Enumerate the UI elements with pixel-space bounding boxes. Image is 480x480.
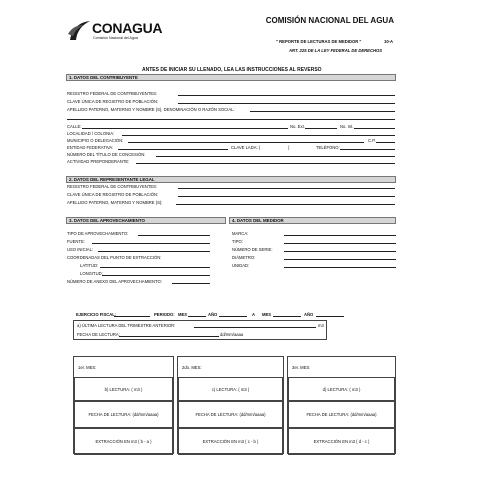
calle-label: CALLE: [67,124,82,129]
report-title: " REPORTE DE LECTURAS DE MEDIDOR " [276,39,362,44]
mes-label: MES [178,312,188,317]
page-title: COMISIÓN NACIONAL DEL AGUA [265,16,394,25]
ano-field[interactable] [219,316,247,317]
ultima-lectura-unit: m3 [318,323,324,328]
no-ext-field[interactable] [305,128,337,129]
logo-emblem-icon [66,18,92,44]
instructions-text: ANTES DE INICIAR SU LLENADO, LEA LAS INSTRUCCIONES AL REVERSO [142,67,322,73]
rep-rfc-label: REGISTRO FEDERAL DE CONTRIBUYENTES: [67,184,158,189]
month-2-extraccion[interactable]: EXTRACCIÓN EN m3 ( c - b ) [178,428,283,455]
ultima-lectura-box [73,320,327,340]
unidad-field[interactable] [284,267,396,268]
fuente-label: FUENTE: [67,239,85,244]
mes2-label: MES [262,312,272,317]
curp-label: CLAVE ÚNICA DE REGISTRO DE POBLACIÓN: [67,99,159,104]
serie-label: NÚMERO DE SERIE: [232,247,273,252]
telefono-label: TELÉFONO: [316,145,340,150]
month-2-fecha[interactable]: FECHA DE LECTURA: (dd/mm/aaaa) [178,401,283,428]
name-label: APELLIDO PATERNO, MATERNO Y NOMBRE (S), DENOMINACIÓN O RAZÓN SOCIAL: [67,107,235,112]
lada-label: CLAVE LADA: ( [231,145,261,150]
month-2-lectura[interactable]: c) LECTURA: ( m3 ) [178,377,283,401]
section-2-title: 2. DATOS DEL REPRESENTANTE LEGAL [66,176,396,183]
marca-label: MARCA: [232,231,249,236]
anexo-label: NÚMERO DE ANEXO DEL APROVECHAMIENTO: [67,279,162,284]
report-code: 10-A [384,39,394,44]
mes2-field[interactable] [273,316,301,317]
ano2-field[interactable] [316,316,344,317]
tipo-label: TIPO: [232,239,243,244]
lada-close: ) [288,145,290,150]
month-1-fecha[interactable]: FECHA DE LECTURA: (dd/mm/aaaa) [74,401,173,428]
anexo-field[interactable] [172,283,210,284]
ultima-lectura-field[interactable] [194,327,316,328]
month-3-fecha[interactable]: FECHA DE LECTURA: (dd/mm/aaaa) [288,401,395,428]
coord-label: COORDENADAS DEL PUNTO DE EXTRACCIÓN: [67,255,162,260]
rep-name-label: APELLIDO PATERNO, MATERNO Y NOMBRE (S): [67,200,163,205]
month-2-label: 2do. MES: [182,365,202,370]
tipo-field[interactable] [284,243,396,244]
section-4-title: 4. DATOS DEL MEDIDOR [229,217,396,224]
cp-field[interactable] [376,142,395,143]
ejercicio-label: EJERCICIO FISCAL: [76,312,117,317]
month-3-extraccion[interactable]: EXTRACCIÓN EN m3 ( d - c ) [288,428,395,455]
mes-field[interactable] [188,316,206,317]
rep-curp-label: CLAVE ÚNICA DE REGISTRO DE POBLACIÓN: [67,192,159,197]
ultima-lectura-label: a) ÚLTIMA LECTURA DEL TRIMESTRE ANTERIOR: [77,323,176,328]
titulo-field[interactable] [156,156,395,157]
titulo-label: NÚMERO DEL TÍTULO DE CONCESIÓN: [67,152,146,157]
ejercicio-field[interactable] [114,316,150,317]
month-1-box [73,356,174,454]
month-3-lectura[interactable]: d) LECTURA: ( m3 ) [288,377,395,401]
longitud-label: LONGITUD: [80,271,103,276]
rfc-field[interactable] [178,95,395,96]
diametro-label: DIÁMETRO: [232,255,256,260]
fecha-lectura-label: FECHA DE LECTURA: [77,332,120,337]
name-field[interactable] [250,111,395,112]
conagua-logo [66,12,166,46]
localidad-field[interactable] [122,135,395,136]
periodo-label: PERIODO: [154,312,175,317]
curp-field[interactable] [178,103,395,104]
fecha-lectura-field[interactable] [119,336,219,337]
name-field-2[interactable] [67,119,395,120]
section-1-title: 1. DATOS DEL CONTRIBUYENTE [66,74,396,81]
diametro-field[interactable] [284,259,396,260]
calle-field[interactable] [82,128,288,129]
month-3-label: 3er. MES: [292,365,311,370]
actividad-label: ACTIVIDAD PREPONDERANTE: [67,159,130,164]
municipio-label: MUNICIPIO O DELEGACIÓN: [67,138,124,143]
marca-field[interactable] [284,235,396,236]
telefono-field[interactable] [340,149,395,150]
longitud-field[interactable] [102,275,210,276]
month-1-lectura[interactable]: b) LECTURA: ( m3 ) [74,377,173,401]
serie-field[interactable] [284,251,396,252]
month-2-box [177,356,284,454]
fecha-lectura-format: dd/mm/aaaa [220,332,244,337]
no-int-label: No. Int. [340,124,354,129]
a-label: A [252,312,256,317]
localidad-label: LOCALIDAD / COLONIA: [67,131,115,136]
section-3-title: 3. DATOS DEL APROVECHAMIENTO [66,217,226,224]
uso-label: USO INICIAL: [67,247,94,252]
tipo-aprov-label: TIPO DE APROVECHAMIENTO: [67,231,129,236]
latitud-label: LATITUD: [80,263,99,268]
rep-name-field[interactable] [176,204,395,205]
cp-label: C.P. [368,138,376,143]
tipo-aprov-field[interactable] [138,235,210,236]
municipio-field[interactable] [128,142,364,143]
no-ext-label: No. Ext. [290,124,305,129]
rep-rfc-field[interactable] [178,188,395,189]
rep-curp-field[interactable] [178,196,395,197]
law-reference: ART. 225 DE LA LEY FEDERAL DE DERECHOS [289,48,383,53]
rfc-label: REGISTRO FEDERAL DE CONTRIBUYENTES: [67,91,158,96]
logo-subtext: Comisión Nacional del Agua [93,36,138,40]
ano2-label: AÑO [304,312,314,317]
month-1-label: 1er. MES: [78,365,97,370]
logo-text: CONAGUA [92,20,163,36]
actividad-field[interactable] [136,163,395,164]
fuente-field[interactable] [92,243,210,244]
entidad-field[interactable] [118,149,228,150]
latitud-field[interactable] [100,267,210,268]
month-3-box [287,356,396,454]
ano-label: AÑO [208,312,218,317]
entidad-label: ENTIDAD FEDERATIVA: [67,145,114,150]
uso-field[interactable] [98,251,210,252]
month-1-extraccion[interactable]: EXTRACCIÓN EN m3 ( b - a ) [74,428,173,455]
unidad-label: UNIDAD: [232,263,250,268]
no-int-field[interactable] [354,128,395,129]
